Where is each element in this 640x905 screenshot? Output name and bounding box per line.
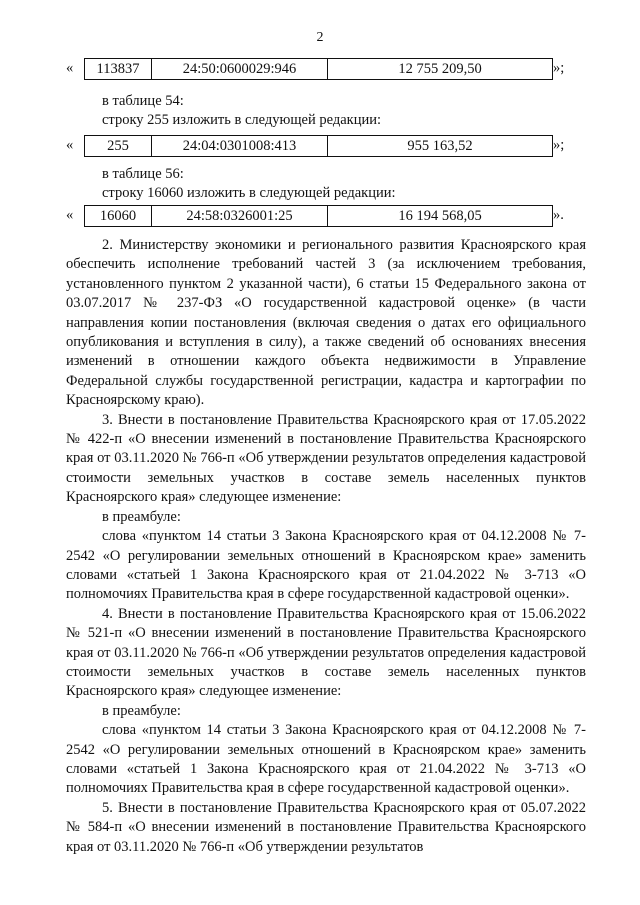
table-cell-row-number: 113837 (85, 59, 152, 80)
paragraph-2: 2. Министерству экономики и регионального развития Красноярского края обеспечить исполнение требований частей 3 (за исключением требования, установленного пунктом 2 указанной части), 6 статьи 15 Федерального закона от 03.07.2017 № 237-ФЗ «О государственной кадастровой оценке» (в части направления копии постановления (включая сведения о датах его официального опубликования и вступления в силу), а также сведений об основаниях внесения изменений в отношении каждого объекта недвижимости в Управление Федеральной службы государственной регистрации, кадастра и картографии по Красноярскому краю). (66, 237, 586, 409)
quote-open: « (66, 60, 74, 76)
quote-close: »; (553, 137, 565, 153)
document-body (66, 236, 586, 857)
table-cell-row-number: 16060 (85, 206, 152, 227)
table-row-16060 (66, 205, 586, 227)
paragraph-5: 5. Внести в постановление Правительства Красноярского края от 05.07.2022 № 584-п «О внесении изменений в постановление Правительства Красноярского края от 03.11.2020 № 766-п «Об утверждении результатов (66, 799, 586, 855)
quote-close: »; (553, 60, 565, 76)
table-cell-cadastral-number: 24:04:0301008:413 (152, 136, 328, 157)
data-table (84, 205, 553, 227)
table-56-heading: в таблице 56: (102, 166, 184, 182)
table-cell-cadastral-number: 24:58:0326001:25 (152, 206, 328, 227)
preamble-heading: в преамбуле: (102, 508, 181, 525)
paragraph-3-words: слова «пунктом 14 статьи 3 Закона Красноярского края от 04.12.2008 № 7-2542 «О регулировании земельных отношений в Красноярском крае» заменить словами «статьей 1 Закона Красноярского края от 21.04.2022 № 3-713 «О полномочиях Правительства края в сфере государственной кадастровой оценки». (66, 528, 586, 603)
table-row-255 (66, 135, 586, 157)
page-number: 2 (316, 30, 324, 45)
table-cell-cadastral-value: 955 163,52 (328, 136, 553, 157)
table-cell-cadastral-value: 16 194 568,05 (328, 206, 553, 227)
row-16060-instruction: строку 16060 изложить в следующей редакции: (102, 185, 396, 201)
table-54-heading: в таблице 54: (102, 93, 184, 109)
paragraph-4: 4. Внести в постановление Правительства Красноярского края от 15.06.2022 № 521-п «О внесении изменений в постановление Правительства Красноярского края от 03.11.2020 № 766-п «Об утверждении результатов определения кадастровой стоимости земельных участков в составе земель населенных пунктов Красноярского края» следующее изменение: (66, 605, 586, 700)
table-cell-cadastral-value: 12 755 209,50 (328, 59, 553, 80)
table-row (85, 136, 553, 157)
paragraph-3: 3. Внести в постановление Правительства Красноярского края от 17.05.2022 № 422-п «О внесении изменений в постановление Правительства Красноярского края от 03.11.2020 № 766-п «Об утверждении результатов определения кадастровой стоимости земельных участков в составе земель населенных пунктов Красноярского края» следующее изменение: (66, 411, 586, 506)
data-table (84, 58, 553, 80)
row-255-instruction: строку 255 изложить в следующей редакции: (102, 112, 381, 128)
preamble-heading: в преамбуле: (102, 702, 181, 719)
table-cell-cadastral-number: 24:50:0600029:946 (152, 59, 328, 80)
table-row (85, 206, 553, 227)
quote-open: « (66, 207, 74, 223)
quote-close: ». (553, 207, 564, 223)
quote-open: « (66, 137, 74, 153)
data-table (84, 135, 553, 157)
table-row (85, 59, 553, 80)
table-cell-row-number: 255 (85, 136, 152, 157)
table-row-113837 (66, 58, 586, 80)
paragraph-4-words: слова «пунктом 14 статьи 3 Закона Красноярского края от 04.12.2008 № 7-2542 «О регулировании земельных отношений в Красноярском крае» заменить словами «статьей 1 Закона Красноярского края от 21.04.2022 № 3-713 «О полномочиях Правительства края в сфере государственной кадастровой оценки». (66, 722, 586, 797)
